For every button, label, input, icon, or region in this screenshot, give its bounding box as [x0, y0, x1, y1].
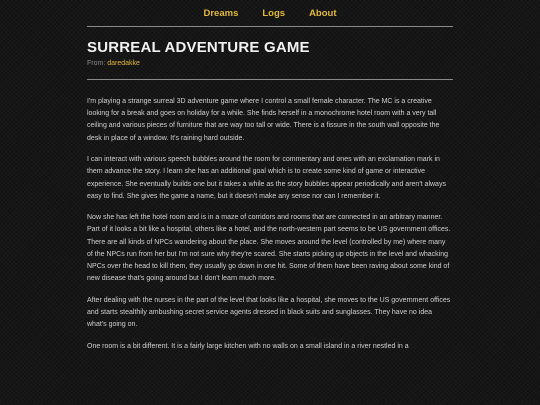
title-divider — [87, 79, 453, 80]
nav-link-about[interactable]: About — [309, 7, 337, 19]
author-link[interactable]: daredakke — [107, 60, 140, 67]
nav-link-dreams[interactable]: Dreams — [203, 7, 239, 19]
nav-link-logs[interactable]: Logs — [262, 7, 286, 19]
top-nav — [0, 0, 540, 26]
paragraph-1: I'm playing a strange surreal 3D adventure game where I control a small female character. The MC is a creative looking for a break and goes on holiday for a while. She finds herself in a monochrome hotel room with a very tall ceiling and various pieces of furniture that are way too tall or wide. There is a fissure in the south wall opposite the desk in place of a window. It's raining hard outside. — [87, 98, 440, 142]
post-container — [87, 26, 453, 362]
paragraph-4: After dealing with the nurses in the part of the level that looks like a hospital, she moves to the US government offices and starts stealthily ambushing secret service agents dressed in black suits and sunglasses. They have no idea what's going on. — [87, 296, 451, 329]
paragraph-5: One room is a bit different. It is a fairly large kitchen with no walls on a small island in a river nestled in a — [87, 342, 409, 350]
paragraph-2: I can interact with various speech bubbles around the room for commentary and ones with an exclamation mark in them advance the story. I learn she has an additional goal which is to create some kind of game or interactive experience. She eventually builds one but it takes a while as the story bubbles appear periodically and aren't always easy to find. She gives the game a name, but it doesn't make any sense nor can I remember it. — [87, 156, 446, 200]
post-title: SURREAL ADVENTURE GAME — [87, 39, 310, 56]
top-divider — [87, 26, 453, 27]
post-byline — [87, 60, 453, 67]
paragraph-3: Now she has left the hotel room and is in a maze of corridors and rooms that are connected in an arbitrary manner. Part of it looks a bit like a hospital, others like a hotel, and the north-western part seems to be US government offices. There are all kinds of NPCs wandering about the place. She moves around the level (controlled by me) where many of the NPCs run from her but I'm not sure why they're scared. She starts picking up objects in the level and whacking NPCs over the head to kill them, they usually go down in one hit. Some of them have been raving about some kind of new disease that's going around but I don't learn much more. — [87, 214, 451, 283]
from-label: From: — [87, 60, 106, 67]
post-body — [87, 96, 453, 353]
